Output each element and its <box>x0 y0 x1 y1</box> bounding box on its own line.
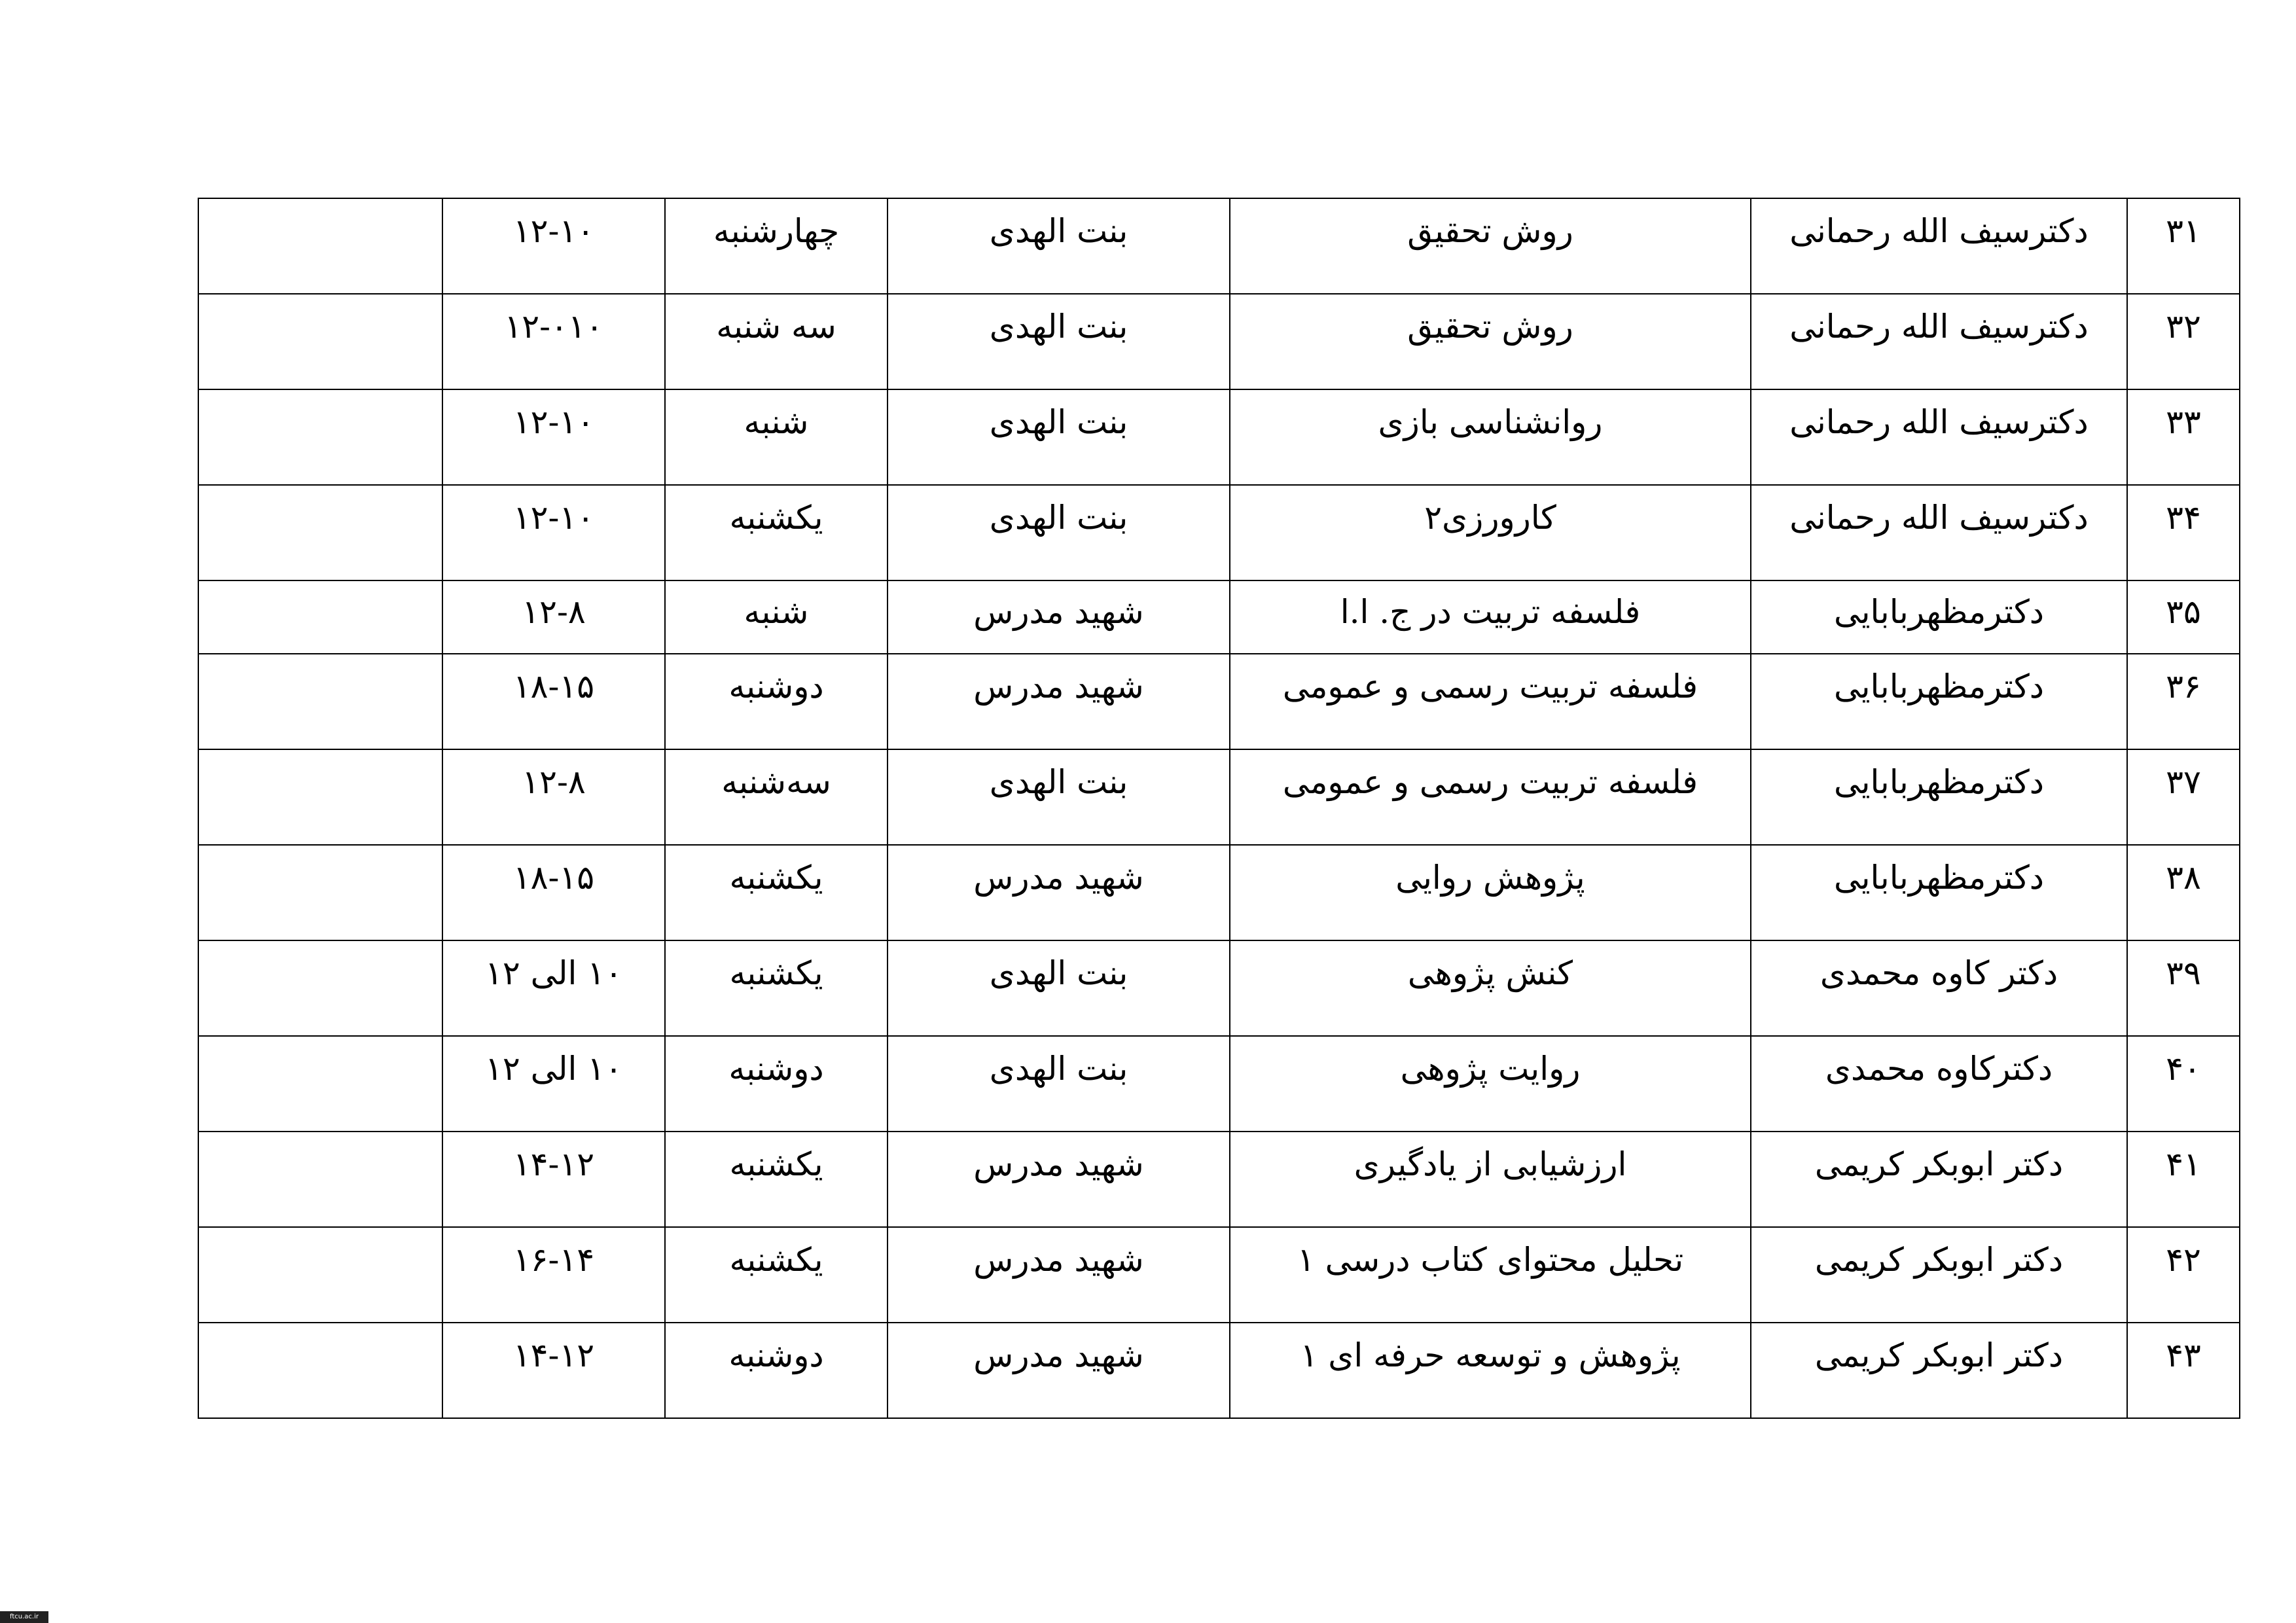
row-number: ۴۳ <box>2127 1323 2240 1418</box>
notes-cell <box>198 580 442 654</box>
course-cell: ارزشیابی از یادگیری <box>1230 1132 1751 1227</box>
time-cell: ۱۶-۱۴ <box>442 1227 665 1323</box>
notes-cell <box>198 749 442 845</box>
table-row <box>198 1323 2240 1418</box>
professor-cell: دکترکاوه محمدی <box>1751 1036 2127 1132</box>
course-cell: روش تحقیق <box>1230 198 1751 294</box>
row-number: ۴۱ <box>2127 1132 2240 1227</box>
row-number: ۳۸ <box>2127 845 2240 940</box>
course-cell: کنش پژوهی <box>1230 940 1751 1036</box>
course-cell: پژوهش روایی <box>1230 845 1751 940</box>
day-cell: چهارشنبه <box>665 198 888 294</box>
course-cell: روایت پژوهی <box>1230 1036 1751 1132</box>
professor-cell: دکترسیف الله رحمانی <box>1751 485 2127 580</box>
row-number: ۴۲ <box>2127 1227 2240 1323</box>
course-cell: فلسفه تربیت رسمی و عمومی <box>1230 749 1751 845</box>
notes-cell <box>198 845 442 940</box>
row-number: ۳۲ <box>2127 294 2240 389</box>
course-cell: روش تحقیق <box>1230 294 1751 389</box>
table-row <box>198 198 2240 294</box>
day-cell: یکشنبه <box>665 940 888 1036</box>
professor-cell: دکترمظهربابایی <box>1751 654 2127 749</box>
course-cell: روانشناسی بازی <box>1230 389 1751 485</box>
schedule-table <box>198 198 2240 1419</box>
notes-cell <box>198 940 442 1036</box>
day-cell: یکشنبه <box>665 1227 888 1323</box>
location-cell: بنت الهدی <box>888 1036 1230 1132</box>
watermark: ftcu.ac.ir <box>0 1611 48 1623</box>
location-cell: شهید مدرس <box>888 1323 1230 1418</box>
row-number: ۳۷ <box>2127 749 2240 845</box>
course-cell: فلسفه تربیت در ج. ا.ا <box>1230 580 1751 654</box>
table-row <box>198 294 2240 389</box>
day-cell: دوشنبه <box>665 654 888 749</box>
professor-cell: دکترمظهربابایی <box>1751 580 2127 654</box>
time-cell: ۱۸-۱۵ <box>442 654 665 749</box>
notes-cell <box>198 389 442 485</box>
row-number: ۳۳ <box>2127 389 2240 485</box>
location-cell: بنت الهدی <box>888 198 1230 294</box>
day-cell: سه‌شنبه <box>665 749 888 845</box>
course-cell: کارورزی۲ <box>1230 485 1751 580</box>
table-row <box>198 1227 2240 1323</box>
day-cell: دوشنبه <box>665 1036 888 1132</box>
row-number: ۳۶ <box>2127 654 2240 749</box>
course-cell: پژوهش و توسعه حرفه ای ۱ <box>1230 1323 1751 1418</box>
notes-cell <box>198 1132 442 1227</box>
location-cell: شهید مدرس <box>888 1132 1230 1227</box>
notes-cell <box>198 1323 442 1418</box>
table-row <box>198 940 2240 1036</box>
day-cell: شنبه <box>665 580 888 654</box>
time-cell: ۱۰ الی ۱۲ <box>442 1036 665 1132</box>
time-cell: ۱۲-۸ <box>442 580 665 654</box>
day-cell: یکشنبه <box>665 485 888 580</box>
time-cell: ۱۸-۱۵ <box>442 845 665 940</box>
location-cell: شهید مدرس <box>888 580 1230 654</box>
location-cell: بنت الهدی <box>888 485 1230 580</box>
time-cell: ۱۲-۱۰ <box>442 198 665 294</box>
location-cell: شهید مدرس <box>888 845 1230 940</box>
notes-cell <box>198 1227 442 1323</box>
notes-cell <box>198 198 442 294</box>
professor-cell: دکتر ابوبکر کریمی <box>1751 1323 2127 1418</box>
day-cell: دوشنبه <box>665 1323 888 1418</box>
table-row <box>198 1132 2240 1227</box>
notes-cell <box>198 1036 442 1132</box>
time-cell: ۱۲-۱۰ <box>442 485 665 580</box>
time-cell: ۱۴-۱۲ <box>442 1132 665 1227</box>
notes-cell <box>198 485 442 580</box>
notes-cell <box>198 654 442 749</box>
location-cell: بنت الهدی <box>888 940 1230 1036</box>
table-row <box>198 845 2240 940</box>
notes-cell <box>198 294 442 389</box>
row-number: ۳۹ <box>2127 940 2240 1036</box>
location-cell: بنت الهدی <box>888 749 1230 845</box>
location-cell: بنت الهدی <box>888 389 1230 485</box>
table-row <box>198 1036 2240 1132</box>
professor-cell: دکترسیف الله رحمانی <box>1751 389 2127 485</box>
professor-cell: دکتر کاوه محمدی <box>1751 940 2127 1036</box>
professor-cell: دکتر ابوبکر کریمی <box>1751 1227 2127 1323</box>
professor-cell: دکترسیف الله رحمانی <box>1751 294 2127 389</box>
table-row <box>198 654 2240 749</box>
row-number: ۳۱ <box>2127 198 2240 294</box>
row-number: ۴۰ <box>2127 1036 2240 1132</box>
professor-cell: دکترمظهربابایی <box>1751 749 2127 845</box>
course-cell: فلسفه تربیت رسمی و عمومی <box>1230 654 1751 749</box>
day-cell: شنبه <box>665 389 888 485</box>
table-row <box>198 580 2240 654</box>
professor-cell: دکترمظهربابایی <box>1751 845 2127 940</box>
day-cell: یکشنبه <box>665 1132 888 1227</box>
professor-cell: دکترسیف الله رحمانی <box>1751 198 2127 294</box>
location-cell: شهید مدرس <box>888 654 1230 749</box>
day-cell: یکشنبه <box>665 845 888 940</box>
table-row <box>198 749 2240 845</box>
table-row <box>198 485 2240 580</box>
time-cell: ۱۰ الی ۱۲ <box>442 940 665 1036</box>
time-cell: ۱۴-۱۲ <box>442 1323 665 1418</box>
row-number: ۳۵ <box>2127 580 2240 654</box>
time-cell: ۱۲-۸ <box>442 749 665 845</box>
day-cell: سه شنبه <box>665 294 888 389</box>
row-number: ۳۴ <box>2127 485 2240 580</box>
schedule-body <box>198 198 2240 1418</box>
course-cell: تحلیل محتوای کتاب درسی ۱ <box>1230 1227 1751 1323</box>
time-cell: ۱۲-۱۰ <box>442 389 665 485</box>
table-row <box>198 389 2240 485</box>
professor-cell: دکتر ابوبکر کریمی <box>1751 1132 2127 1227</box>
time-cell: ۱۲-۰۱۰ <box>442 294 665 389</box>
location-cell: بنت الهدی <box>888 294 1230 389</box>
location-cell: شهید مدرس <box>888 1227 1230 1323</box>
